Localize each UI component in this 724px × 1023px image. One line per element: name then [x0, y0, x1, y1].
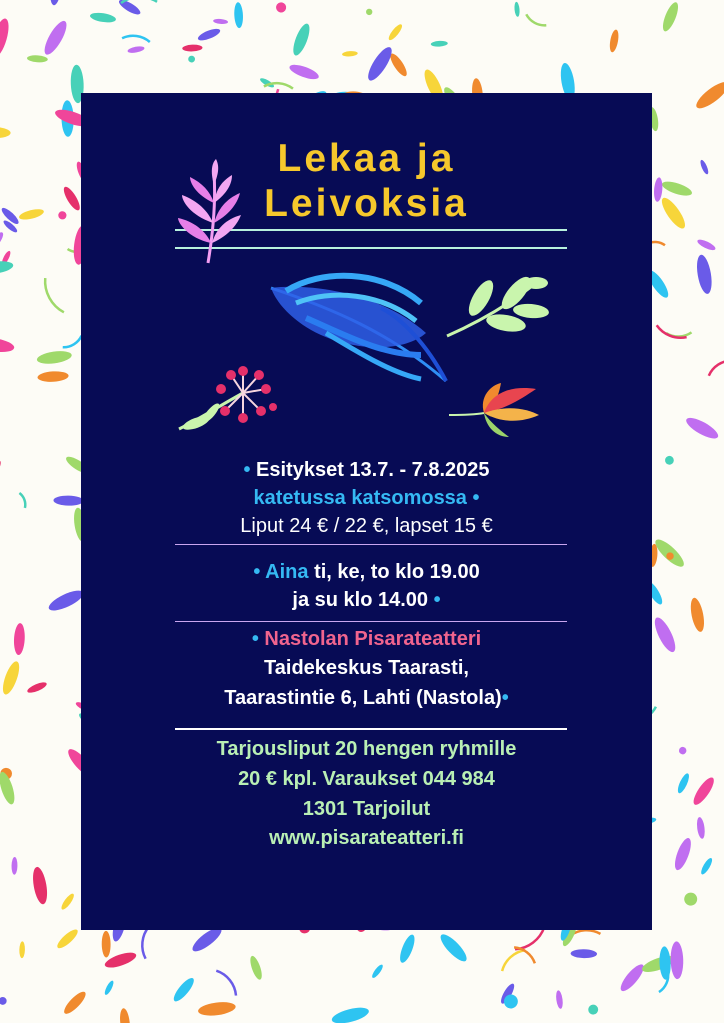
leaf-shape: [431, 40, 448, 47]
address-text: Taarastintie 6, Lahti (Nastola): [224, 687, 502, 709]
leaf-shape: [683, 414, 720, 442]
leaf-shape: [387, 23, 404, 42]
leaf-shape: [586, 1003, 600, 1017]
sunday-time: ja su klo 14.00: [292, 589, 429, 611]
show-times-weekdays: [81, 559, 652, 585]
leaf-shape: [26, 680, 48, 694]
leaf-shape: [437, 931, 470, 965]
divider-2: [175, 621, 567, 622]
venue-type: [81, 485, 652, 511]
leaf-shape: [290, 22, 313, 58]
arts-centre: Taidekeskus Taarasti,: [264, 657, 469, 679]
leaf-shape: [655, 325, 687, 341]
leaf-shape: [370, 963, 384, 979]
leaf-shape: [275, 1, 287, 13]
divider-1: [175, 544, 567, 545]
leaf-shape: [53, 495, 83, 506]
group-offer: Tarjousliput 20 hengen ryhmille: [216, 738, 517, 760]
illustration-group: [81, 93, 652, 453]
leaf-shape: [197, 1000, 236, 1017]
leaf-shape: [525, 14, 547, 28]
leaf-shape: [248, 955, 264, 981]
leaf-shape: [365, 8, 373, 16]
group-offer-contact: 1301 Tarjoilut: [302, 798, 431, 820]
leaf-shape: [342, 51, 358, 57]
leaf-shape: [571, 949, 598, 958]
leaf-shape: [0, 17, 12, 59]
leaf-shape: [234, 2, 244, 28]
leaf-shape: [141, 926, 149, 959]
leaf-shape: [49, 0, 63, 6]
leaf-shape: [55, 927, 80, 951]
poster-title-line-1: Lekaa ja: [277, 137, 456, 180]
leaf-shape: [119, 1008, 131, 1023]
leaf-shape: [0, 259, 14, 276]
show-dates: [81, 457, 652, 483]
leaf-shape: [40, 278, 64, 315]
show-dates-text: Esitykset 13.7. - 7.8.2025: [256, 459, 490, 481]
theatre-name: [81, 626, 652, 652]
bullet: •: [243, 459, 251, 481]
leaf-shape: [658, 195, 689, 232]
aina-label: Aina: [265, 561, 309, 583]
leaf-shape: [693, 78, 724, 113]
leaf-shape: [103, 980, 115, 996]
leaf-shape: [31, 866, 50, 905]
leaf-shape: [27, 55, 48, 63]
leaf-shape: [19, 492, 27, 508]
website-link[interactable]: www.pisarateatteri.fi: [269, 827, 464, 849]
leaf-shape: [197, 27, 222, 43]
leaf-shape: [699, 159, 710, 175]
bullet: •: [433, 589, 441, 611]
bullet: •: [472, 487, 480, 509]
leaf-shape: [288, 62, 321, 82]
leaf-shape: [672, 836, 694, 872]
leaf-shape: [122, 34, 150, 42]
leaf-shape: [13, 623, 25, 655]
leaf-shape: [682, 891, 699, 908]
leaf-shape: [188, 55, 196, 63]
leaf-shape: [36, 349, 72, 366]
leaf-shape: [397, 933, 417, 965]
theatre-name-text: Nastolan Pisarateatteri: [264, 628, 482, 650]
leaf-shape: [676, 772, 691, 795]
leaf-shape: [670, 941, 684, 979]
red-berry-branch-icon: [179, 366, 277, 432]
leaf-shape: [0, 460, 2, 475]
leaf-shape: [41, 18, 71, 57]
leaf-shape: [59, 892, 75, 911]
poster-title-line-2: Leivoksia: [264, 182, 469, 225]
leaf-shape: [11, 857, 17, 875]
leaf-shape: [37, 370, 69, 382]
leaf-shape: [0, 126, 11, 138]
bullet: •: [253, 561, 261, 583]
leaf-shape: [699, 857, 714, 876]
leaf-shape: [364, 44, 396, 84]
leaf-shape: [707, 357, 724, 376]
leaf-shape: [651, 615, 679, 655]
pink-fern-icon: [178, 159, 241, 263]
leaf-shape: [18, 207, 45, 221]
weekday-times: ti, ke, to klo 19.00: [314, 561, 480, 583]
leaf-shape: [514, 2, 520, 17]
leaf-shape: [171, 975, 197, 1004]
show-times-sunday: [81, 587, 652, 613]
green-sprig-icon: [447, 273, 550, 336]
leaf-shape: [555, 990, 564, 1009]
leaf-shape: [608, 29, 620, 53]
leaf-shape: [690, 775, 717, 808]
leaf-shape: [58, 211, 67, 220]
bullet: •: [251, 628, 259, 650]
divider-3: [175, 728, 567, 730]
leaf-shape: [19, 941, 25, 958]
leaf-shape: [89, 11, 116, 24]
leaf-shape: [678, 746, 687, 755]
leaf-shape: [102, 931, 111, 958]
leaf-shape: [694, 254, 714, 295]
leaf-shape: [127, 45, 145, 54]
leaf-shape: [653, 177, 663, 202]
leaf-shape: [660, 0, 681, 33]
address: [81, 685, 652, 711]
leaf-shape: [61, 185, 83, 213]
leaf-shape: [182, 44, 203, 52]
venue-type-text: katetussa katsomossa: [253, 487, 467, 509]
leaf-shape: [0, 659, 23, 696]
group-offer-price: 20 € kpl. Varaukset 044 984: [238, 768, 495, 790]
poster-panel: [81, 93, 652, 930]
leaf-shape: [664, 455, 675, 466]
orange-flower-icon: [449, 383, 539, 437]
leaf-shape: [330, 1005, 370, 1023]
leaf-shape: [46, 587, 86, 615]
bullet: •: [501, 687, 509, 709]
leaf-shape: [696, 238, 717, 252]
leaf-shape: [0, 336, 15, 355]
leaf-shape: [688, 597, 706, 633]
leaf-shape: [216, 968, 239, 996]
leaf-shape: [0, 997, 7, 1005]
leaf-shape: [0, 230, 6, 254]
leaf-shape: [696, 817, 706, 840]
leaf-shape: [61, 989, 88, 1017]
leaf-shape: [617, 961, 647, 994]
blue-palm-leaf-icon: [271, 276, 446, 381]
leaf-shape: [213, 18, 228, 24]
ticket-prices: Liput 24 € / 22 €, lapset 15 €: [240, 515, 493, 537]
leaf-shape: [660, 179, 693, 199]
